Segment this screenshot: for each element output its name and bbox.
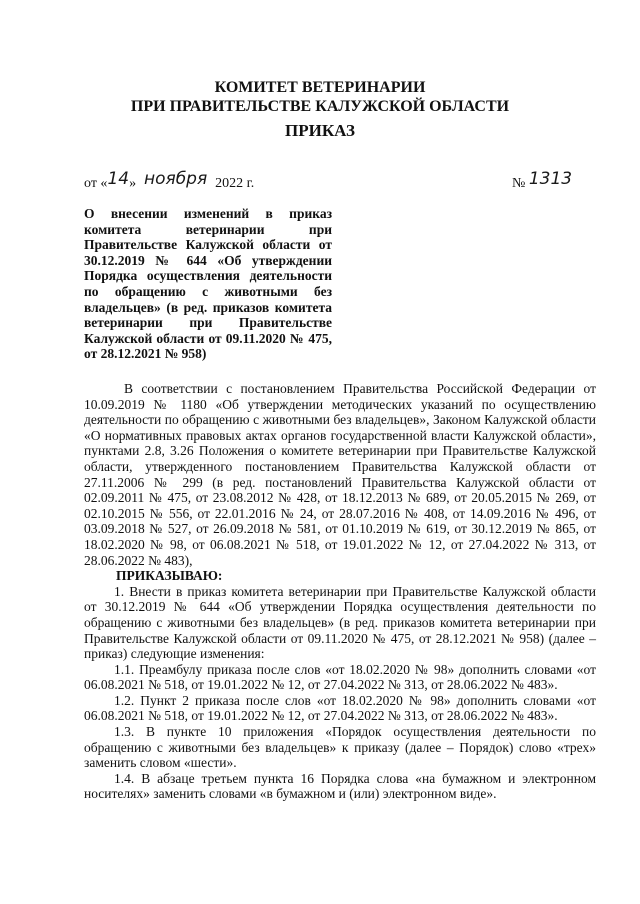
item-1-1: 1.1. Преамбулу приказа после слов «от 18.02.2020 № 98» дополнить словами «от 06.08.2021 № 518, от 19.01.2022 № 12, от 27.04.2022 № 313, от 28.06.2022 № 483».	[84, 661, 596, 693]
org-name-line1: КОМИТЕТ ВЕТЕРИНАРИИ	[214, 79, 426, 96]
item-1: 1. Внести в приказ комитета ветеринарии при Правительстве Калужской области от 30.12.2019 № 644 «Об утверждении Порядка осуществления деятельности по обращению с животными без владельцев» (в ред. приказов комитета ветеринарии при Правительстве Калужской области от 09.11.2020 № 475, от 28.12.2021 № 958) (далее – приказ) следующие изменения:	[84, 583, 596, 662]
org-name-line2: ПРИ ПРАВИТЕЛЬСТВЕ КАЛУЖСКОЙ ОБЛАСТИ	[130, 98, 510, 115]
decree-word: ПРИКАЗЫВАЮ:	[116, 568, 223, 584]
preamble-paragraph: В соответствии с постановлением Правительства Российской Федерации от 10.09.2019 № 1180 «Об утверждении методических указаний по осуществлению деятельности по обращению с животными без владельцев», Законом Калужской области «О нормативных правовых актах органов государственной власти Калужской области», пунктами 2.8, 3.26 Положения о комитете ветеринарии при Правительстве Калужской области, утвержденного постановлением Правительства Калужской области от 27.11.2006 № 299 (в ред. постановлений Правительства Калужской области от 02.09.2011 № 475, от 23.08.2012 № 428, от 18.12.2013 № 689, от 20.05.2015 № 269, от 02.10.2015 № 556, от 22.01.2016 № 24, от 28.07.2016 № 408, от 14.09.2016 № 496, от 03.09.2018 № 527, от 26.09.2018 № 581, от 01.10.2019 № 619, от 30.12.2019 № 865, от 18.02.2020 № 98, от 06.08.2021 № 518, от 19.01.2022 № 12, от 27.04.2022 № 313, от 28.06.2022 № 483),	[84, 381, 596, 568]
item-1-3: 1.3. В пункте 10 приложения «Порядок осуществления деятельности по обращению с животными без владельцев» к приказу (далее – Порядок) слово «трех» заменить словом «шести».	[84, 724, 596, 771]
handwritten-day: 14	[107, 169, 130, 189]
number-sign: №	[512, 176, 526, 191]
date-year: 2022 г.	[215, 176, 255, 191]
date-prefix: от «	[84, 176, 108, 191]
item-1-2: 1.2. Пункт 2 приказа после слов «от 18.02.2020 № 98» дополнить словами «от 06.08.2021 № 518, от 19.01.2022 № 12, от 27.04.2022 № 313, от 28.06.2022 № 483».	[84, 692, 596, 724]
order-date	[84, 169, 255, 192]
order-subject: О внесении изменений в приказ комитета ветеринарии при Правительстве Калужской области от 30.12.2019 № 644 «Об утверждении Порядка осуществления деятельности по обращению с животными без владельцев» (в ред. приказов комитета ветеринарии при Правительстве Калужской области от 09.11.2020 № 475, от 28.12.2021 № 958)	[84, 206, 332, 362]
date-quote-close: »	[129, 176, 137, 191]
item-1-4: 1.4. В абзаце третьем пункта 16 Порядка слова «на бумажном и электронном носителях» заменить словами «в бумажном и (или) электронном виде».	[84, 770, 596, 802]
handwritten-number: 1313	[528, 169, 573, 189]
order-number	[512, 169, 573, 192]
handwritten-month: ноября	[143, 169, 208, 189]
order-body	[84, 381, 596, 802]
document-type-title: ПРИКАЗ	[285, 121, 355, 140]
